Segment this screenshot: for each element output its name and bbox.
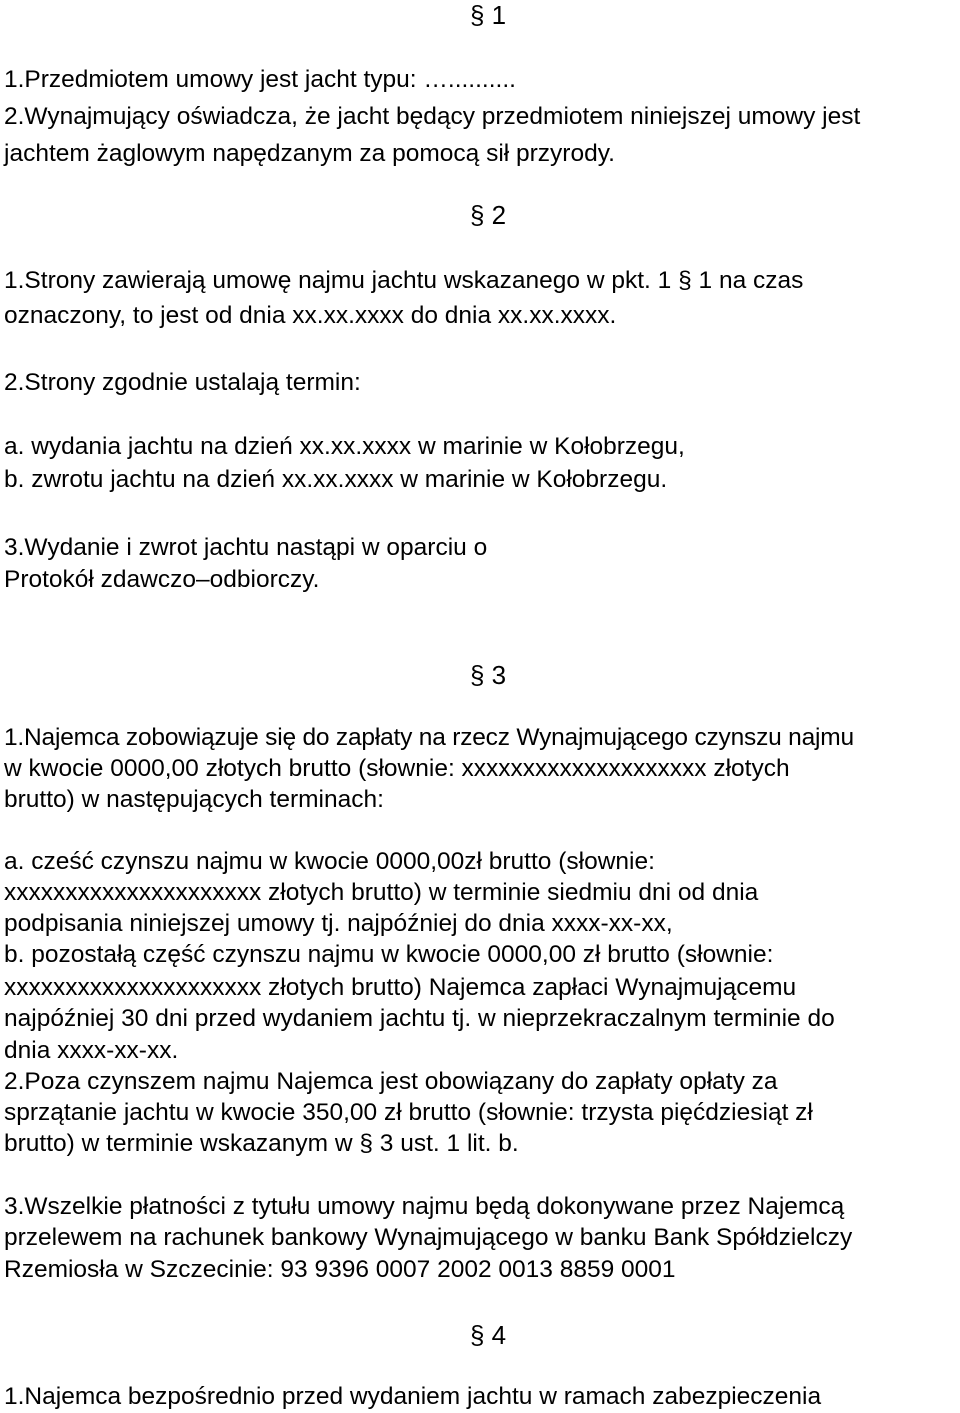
section-heading-1: § 1 [470, 0, 507, 30]
paragraph-line: 1.Strony zawierają umowę najmu jachtu wskazanego w pkt. 1 § 1 na czas [4, 267, 804, 294]
paragraph-line: b. zwrotu jachtu na dzień xx.xx.xxxx w marinie w Kołobrzegu. [4, 466, 668, 493]
paragraph-line: przelewem na rachunek bankowy Wynajmującego w banku Bank Spółdzielczy [4, 1224, 853, 1251]
paragraph-line: podpisania niniejszej umowy tj. najpóźniej do dnia xxxx-xx-xx, [4, 910, 673, 937]
paragraph-line: xxxxxxxxxxxxxxxxxxxxx złotych brutto) Najemca zapłaci Wynajmującemu [4, 974, 797, 1001]
paragraph-line: oznaczony, to jest od dnia xx.xx.xxxx do dnia xx.xx.xxxx. [4, 302, 617, 329]
paragraph-line: 2.Strony zgodnie ustalają termin: [4, 369, 361, 396]
paragraph-line: jachtem żaglowym napędzanym za pomocą sił przyrody. [4, 140, 615, 167]
paragraph-line: b. pozostałą część czynszu najmu w kwocie 0000,00 zł brutto (słownie: [4, 941, 774, 968]
paragraph-line: Protokół zdawczo–odbiorczy. [4, 566, 320, 593]
section-heading-2: § 2 [470, 200, 507, 230]
paragraph-line: sprzątanie jachtu w kwocie 350,00 zł brutto (słownie: trzysta pięćdziesiąt zł [4, 1099, 813, 1126]
section-heading-3: § 3 [470, 660, 507, 690]
paragraph-line: 1.Najemca bezpośrednio przed wydaniem jachtu w ramach zabezpieczenia [4, 1383, 822, 1410]
paragraph-line: dnia xxxx-xx-xx. [4, 1037, 179, 1064]
paragraph-line: 2.Wynajmujący oświadcza, że jacht będący przedmiotem niniejszej umowy jest [4, 103, 861, 130]
paragraph-line: brutto) w terminie wskazanym w § 3 ust. 1 lit. b. [4, 1130, 519, 1157]
paragraph-line: w kwocie 0000,00 złotych brutto (słownie: xxxxxxxxxxxxxxxxxxxx złotych [4, 755, 790, 782]
paragraph-line: a. wydania jachtu na dzień xx.xx.xxxx w marinie w Kołobrzegu, [4, 433, 685, 460]
paragraph-line: xxxxxxxxxxxxxxxxxxxxx złotych brutto) w terminie siedmiu dni od dnia [4, 879, 759, 906]
paragraph-line: 1.Najemca zobowiązuje się do zapłaty na rzecz Wynajmującego czynszu najmu [4, 724, 854, 751]
paragraph-line: 3.Wszelkie płatności z tytułu umowy najmu będą dokonywane przez Najemcą [4, 1193, 845, 1220]
paragraph-line: brutto) w następujących terminach: [4, 786, 384, 813]
paragraph-line: a. cześć czynszu najmu w kwocie 0000,00zł brutto (słownie: [4, 848, 655, 875]
bank-account-line: Rzemiosła w Szczecinie: 93 9396 0007 2002 0013 8859 0001 [4, 1256, 676, 1283]
paragraph-line: 1.Przedmiotem umowy jest jacht typu: ….......... [4, 66, 516, 93]
paragraph-line: 2.Poza czynszem najmu Najemca jest obowiązany do zapłaty opłaty za [4, 1068, 778, 1095]
paragraph-line: najpóźniej 30 dni przed wydaniem jachtu tj. w nieprzekraczalnym terminie do [4, 1005, 835, 1032]
paragraph-line: 3.Wydanie i zwrot jachtu nastąpi w oparciu o [4, 534, 488, 561]
section-heading-4: § 4 [470, 1320, 507, 1350]
